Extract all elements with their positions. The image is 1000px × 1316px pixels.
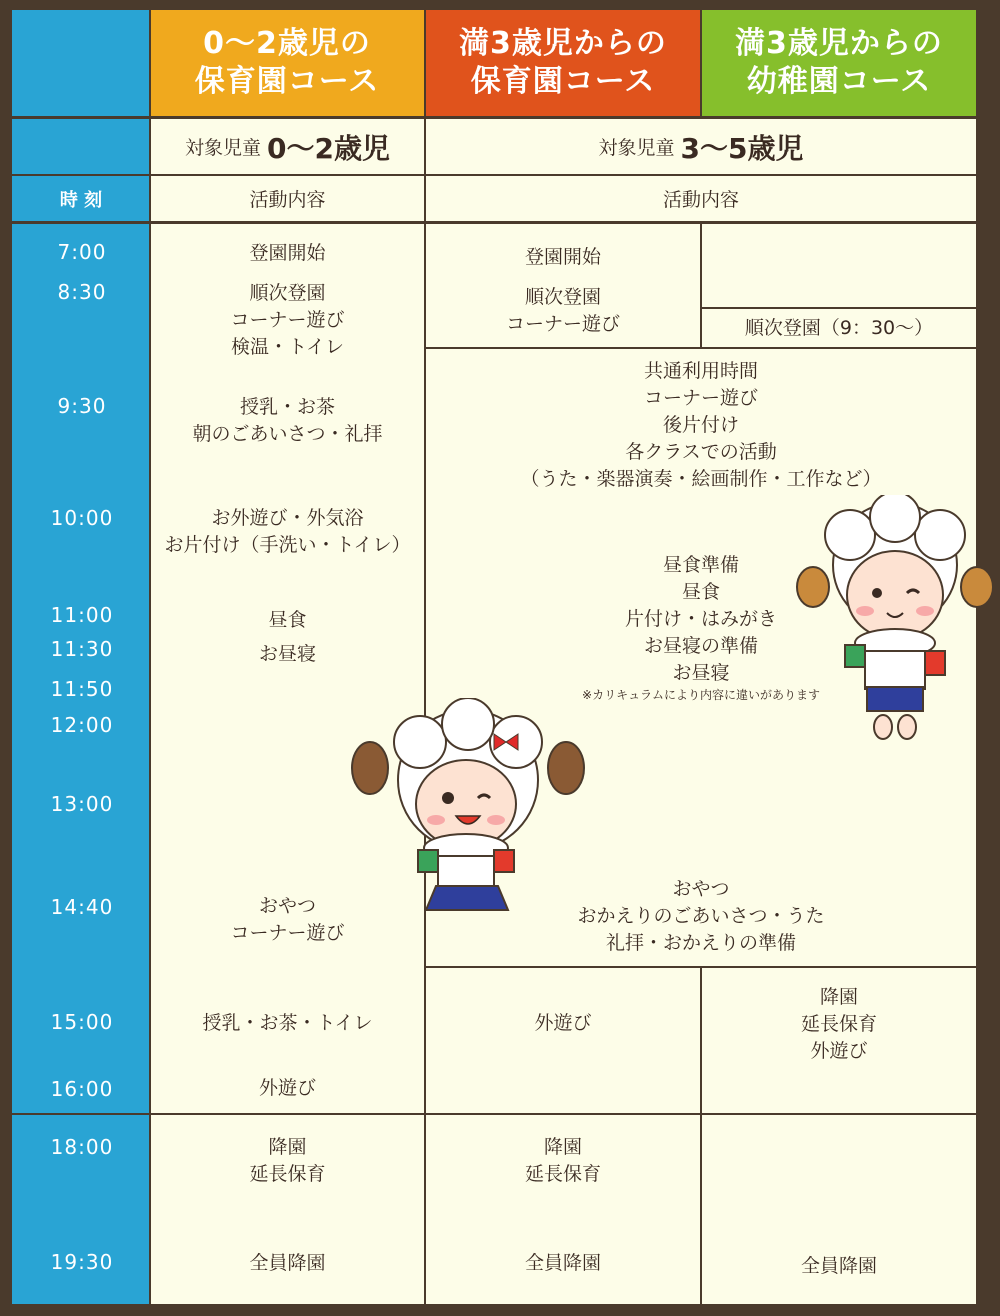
course-c-title-line2: 幼稚園コース xyxy=(746,64,932,99)
time-label: 9:30 xyxy=(57,394,107,418)
shared-common-line: （うた・楽器演奏・絵画制作・工作など） xyxy=(520,468,882,490)
a-snack-line: おやつ xyxy=(258,895,316,917)
sheep-mascot-girl-illustration xyxy=(348,698,588,923)
a-afternoon: 授乳・お茶・トイレ xyxy=(202,1012,373,1034)
target-label-bc: 対象児童 xyxy=(598,137,675,159)
shared-lunch-line: 昼食 xyxy=(681,581,720,603)
sheep-mascot-boy-illustration xyxy=(795,495,995,745)
time-label: 10:00 xyxy=(50,506,114,530)
a-lunch-line: 昼食 xyxy=(268,609,307,631)
a-evening-line: 延長保育 xyxy=(249,1163,326,1185)
shared-common-line: コーナー遊び xyxy=(643,387,758,409)
a-morning xyxy=(151,280,424,361)
time-label: 13:00 xyxy=(50,792,114,816)
course-b-title-line1: 満3歳児からの xyxy=(459,26,667,61)
a-lunch xyxy=(151,603,424,671)
c-afternoon-line: 延長保育 xyxy=(800,1013,877,1035)
a-morning-line: 順次登園 xyxy=(249,282,326,304)
a-morning-line: コーナー遊び xyxy=(230,309,345,331)
target-age-bc-value: 3〜5歳児 xyxy=(680,131,804,165)
activity-label-a: 活動内容 xyxy=(249,189,326,211)
shared-common-line: 後片付け xyxy=(662,414,739,436)
c-afternoon xyxy=(702,984,976,1065)
shared-common-line: 共通利用時間 xyxy=(643,360,758,382)
b-start: 登園開始 xyxy=(524,246,601,268)
a-nursing xyxy=(151,394,424,448)
shared-snack-line: おかえりのごあいさつ・うた xyxy=(577,905,825,927)
time-column-label: 時 刻 xyxy=(59,189,103,211)
time-label: 15:00 xyxy=(50,1010,114,1034)
shared-snack-line: おやつ xyxy=(672,878,730,900)
curriculum-note: ※カリキュラムにより内容に違いがあります xyxy=(582,688,820,702)
course-c-title-line1: 満3歳児からの xyxy=(735,26,943,61)
time-label: 11:50 xyxy=(50,677,114,701)
a-nursing-line: 朝のごあいさつ・礼拝 xyxy=(192,423,383,445)
course-a-header xyxy=(150,10,424,116)
b-play: 外遊び xyxy=(534,1012,592,1034)
target-age-bc xyxy=(426,119,976,174)
b-end: 全員降園 xyxy=(524,1252,601,1274)
a-play: 外遊び xyxy=(258,1077,316,1099)
shared-lunch-line: お昼寝の準備 xyxy=(643,635,758,657)
a-evening xyxy=(151,1134,424,1188)
activity-label-bc: 活動内容 xyxy=(662,189,739,211)
c-arrival: 順次登園（9：30〜） xyxy=(744,317,934,339)
shared-lunch-line: お昼寝 xyxy=(672,662,730,684)
course-b-header xyxy=(426,10,700,116)
a-start: 登園開始 xyxy=(249,242,326,264)
b-evening-line: 延長保育 xyxy=(524,1163,601,1185)
a-lunch-line: お昼寝 xyxy=(258,643,316,665)
c-afternoon-line: 降園 xyxy=(819,986,858,1008)
time-label: 18:00 xyxy=(50,1135,114,1159)
time-label: 14:40 xyxy=(50,895,114,919)
time-label: 8:30 xyxy=(57,280,107,304)
target-label-a: 対象児童 xyxy=(185,137,262,159)
c-end: 全員降園 xyxy=(800,1255,877,1277)
target-age-a xyxy=(151,119,424,174)
a-end: 全員降園 xyxy=(249,1252,326,1274)
a-outside xyxy=(151,505,424,559)
target-age-a-value: 0〜2歳児 xyxy=(267,131,390,165)
time-label: 7:00 xyxy=(57,240,107,264)
shared-common xyxy=(426,358,976,493)
b-morning-line: 順次登園 xyxy=(524,286,601,308)
course-b-title-line2: 保育園コース xyxy=(470,64,656,99)
shared-common-line: 各クラスでの活動 xyxy=(625,441,777,463)
time-label: 12:00 xyxy=(50,713,114,737)
course-c-header xyxy=(702,10,976,116)
b-evening-line: 降園 xyxy=(543,1136,582,1158)
shared-snack-line: 礼拝・おかえりの準備 xyxy=(605,932,796,954)
a-nursing-line: 授乳・お茶 xyxy=(239,396,335,418)
a-snack-line: コーナー遊び xyxy=(230,922,345,944)
shared-lunch-line: 片付け・はみがき xyxy=(624,608,777,630)
time-label: 11:30 xyxy=(50,637,114,661)
c-afternoon-line: 外遊び xyxy=(810,1040,868,1062)
b-evening xyxy=(426,1134,700,1188)
time-label: 11:00 xyxy=(50,603,114,627)
a-morning-line: 検温・トイレ xyxy=(230,336,345,358)
shared-lunch-line: 昼食準備 xyxy=(662,554,739,576)
course-a-title-line1: 0〜2歳児の xyxy=(203,26,371,61)
b-morning xyxy=(426,284,700,338)
a-outside-line: お外遊び・外気浴 xyxy=(211,507,364,529)
time-label: 19:30 xyxy=(50,1250,114,1274)
course-a-title-line2: 保育園コース xyxy=(194,64,380,99)
b-morning-line: コーナー遊び xyxy=(505,313,620,335)
time-label: 16:00 xyxy=(50,1077,114,1101)
a-evening-line: 降園 xyxy=(268,1136,307,1158)
a-outside-line: お片付け（手洗い・トイレ） xyxy=(164,534,411,556)
